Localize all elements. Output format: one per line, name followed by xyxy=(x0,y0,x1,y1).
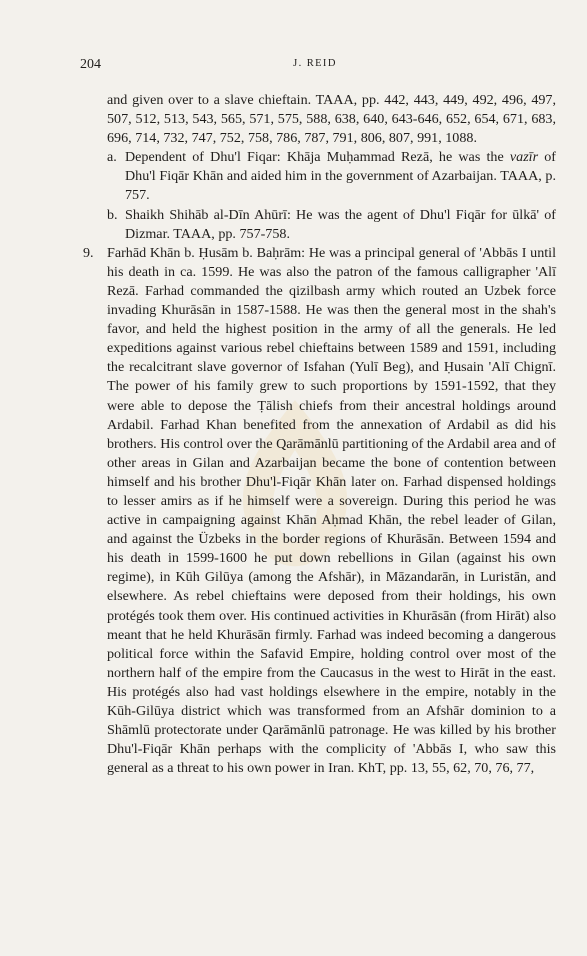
page-number: 204 xyxy=(80,57,101,72)
sub-entry-text-end: of Dhu'l Fiqār Khān and aided him in the government of Azarbaijan. TAAA, p. 757. xyxy=(125,149,556,204)
running-head xyxy=(80,57,560,77)
running-title: J. REID xyxy=(293,58,337,69)
entry-marker: 9. xyxy=(83,244,94,261)
sub-entry-text: Dependent of Dhu'l Fiqar: Khāja Muḥammad Rezā, he was the xyxy=(125,149,510,166)
sub-entry-b xyxy=(80,206,556,244)
body-text xyxy=(80,91,556,778)
sub-entry-a xyxy=(80,148,556,205)
sub-entry-marker: b. xyxy=(107,206,118,223)
sub-entry-italic: vazīr xyxy=(509,149,539,166)
continuation-paragraph: and given over to a slave chieftain. TAAA, pp. 442, 443, 449, 492, 496, 497, 507, 512, 513, 543, 565, 571, 575, 588, 638, 640, 643-646, 652, 654, 671, 683, 696, 714, 732, 747, 752, 758, 786, 787, 791, 806, 807, 991, 1088. xyxy=(107,92,556,147)
entry-text: Farhād Khān b. Ḥusām b. Baḥrām: He was a principal general of 'Abbās I until his death in ca. 1599. He was also the patron of the famous calligrapher 'Alī Rezā. Farhad commanded the qizilbash army which routed an Uzbek force invading Khurāsān in 1587-1588. He was then the general most in the shah's favor, and held the highest position in the army of all the generals. He led expeditions against various rebel chieftains between 1589 and 1591, including the recalcitrant slave governor of Isfahan (Yulī Beg), and Ḥusain 'Alī Chignī. The power of his family grew to such proportions by 1591-1592, that they were able to depose the Ṭālish chiefs from their ancestral holdings around Ardabil. Farhad Khan benefited from the annexation of Ardabil as did his brothers. His control over the Qarāmānlū partitioning of the Ardabil area and of other areas in Gilan and Azarbaijan became the bone of contention between himself and his brother Dhu'l-Fiqār Khān later on. Farhad dispensed holdings to lesser amirs as if he himself were a sovereign. During this period he was active in campaigning against Khān Aḥmad Khān, the rebel leader of Gilan, and against the Üzbeks in the border regions of Khurāsān. Between 1594 and his death in 1599-1600 he put down rebellions in Gilan (against his own regime), in Kūh Gilūya (among the Afshār), in Māzandarān, in Luristān, and elsewhere. As rebel chieftains were deposed from their holdings, his own protégés took them over. His continued activities in Khurāsān (from Hirāt) also meant that he held Khurāsān firmly. Farhad was indeed becoming a dangerous political force within the Safavid Empire, holding control over most of the northern half of the empire from the Caucasus in the west to Hirāt in the east. His protégés also had vast holdings elsewhere in the empire, notably in the Kūh-Gilūya district which was transformed from an Afshār dominion to a Shāmlū protectorate under Qarāmānlū patronage. He was killed by his brother Dhu'l-Fiqār Khān perhaps with the complicity of 'Abbās I, who saw this general as a threat to his own power in Iran. KhT, pp. 13, 55, 62, 70, 76, 77, xyxy=(107,244,556,777)
sub-entry-marker: a. xyxy=(107,149,117,166)
entry-9 xyxy=(80,244,556,779)
sub-entry-text: Shaikh Shihāb al-Dīn Ahūrī: He was the agent of Dhu'l Fiqār for ūlkā' of Dizmar. TAAA, pp. 757-758. xyxy=(125,206,556,242)
